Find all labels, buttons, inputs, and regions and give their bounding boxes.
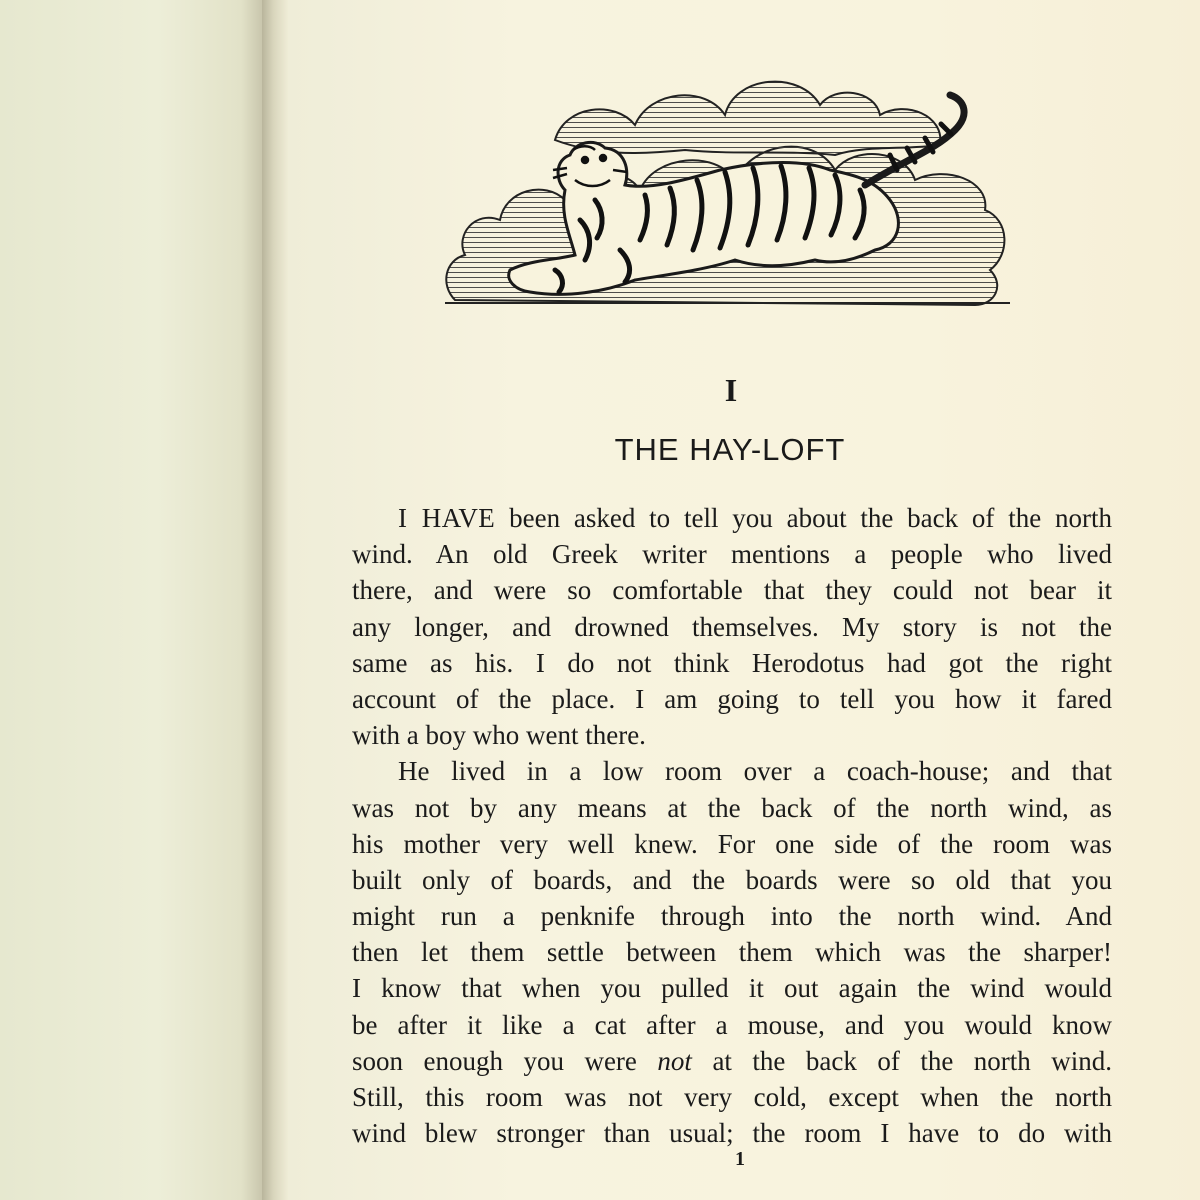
page-number: 1	[735, 1148, 745, 1170]
text-line: might run a penknife through into the north wind. And	[352, 901, 1112, 932]
opening-small-caps: I HAVE	[398, 503, 496, 533]
text-line: with a boy who went there.	[352, 720, 646, 751]
text-line: wind. An old Greek writer mentions a people who lived	[352, 539, 1112, 570]
text-line: then let them settle between them which was the sharper!	[352, 937, 1112, 968]
emphasis-not: not	[657, 1045, 692, 1076]
text-line: wind blew stronger than usual; the room I have to do with	[352, 1118, 1112, 1149]
chapter-title: THE HAY-LOFT	[614, 432, 846, 467]
text-line: there, and were so comfortable that they could not bear it	[352, 575, 1112, 606]
text-line: his mother very well knew. For one side of the room was	[352, 828, 1112, 859]
book-gutter	[262, 0, 288, 1200]
text-line: account of the place. I am going to tell you how it fared	[352, 683, 1112, 714]
text-line: He lived in a low room over a coach-house; and that	[398, 756, 1112, 787]
text-line: soon enough you were not at the back of the north wind.	[352, 1045, 1113, 1076]
tiger-in-clouds-engraving-icon	[435, 60, 1015, 310]
text-line: I know that when you pulled it out again the wind would	[352, 973, 1112, 1004]
text-line: Still, this room was not very cold, except when the north	[352, 1082, 1112, 1112]
chapter-number: I	[724, 372, 738, 408]
text-line: be after it like a cat after a mouse, and you would know	[352, 1009, 1112, 1040]
left-page	[0, 0, 262, 1200]
text-line: built only of boards, and the boards were so old that you	[352, 864, 1112, 895]
text-line: was not by any means at the back of the north wind, as	[352, 792, 1112, 823]
text-line: same as his. I do not think Herodotus had got the right	[352, 647, 1112, 678]
text-line: any longer, and drowned themselves. My story is not the	[352, 611, 1112, 642]
body-text	[352, 500, 1112, 1151]
text-line: I HAVE been asked to tell you about the back of the north	[398, 503, 1113, 533]
